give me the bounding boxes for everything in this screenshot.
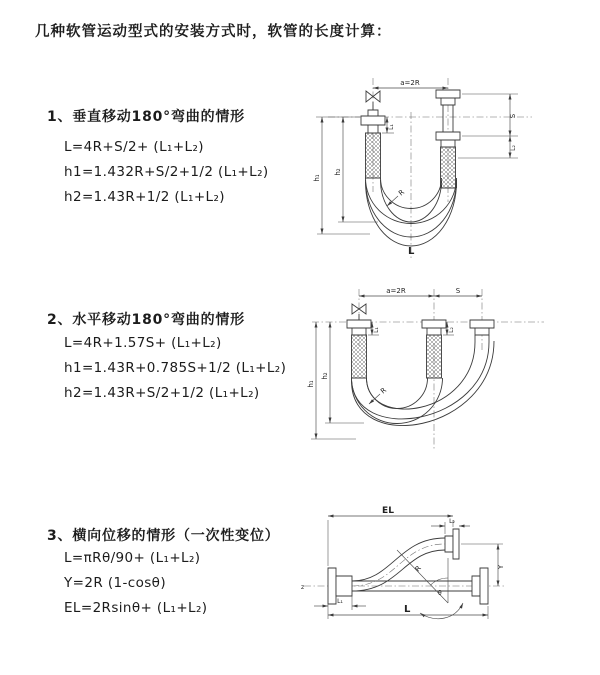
braided-hose-middle — [427, 335, 442, 378]
section2-formula-h1: h1=1.43R+0.785S+1/2 (L₁+L₂) — [64, 360, 287, 376]
section3-heading: 3、横向位移的情形（一次性变位） — [47, 528, 280, 544]
braided-hose-right — [441, 147, 456, 188]
section2-formula-h2: h2=1.43R+S/2+1/2 (L₁+L₂) — [64, 385, 260, 401]
dim-l1-label: L₁ — [373, 327, 380, 333]
dim-L-label: L — [404, 604, 411, 615]
dim-y-label: Y — [497, 564, 505, 570]
diagram-lateral-displacement — [300, 500, 572, 652]
dim-l2-label: L₂ — [449, 518, 455, 525]
dim-l2-label: L₂ — [510, 145, 517, 151]
braided-hose-left — [352, 335, 367, 378]
section3-formula-EL: EL=2Rsinθ+ (L₁+L₂) — [64, 600, 208, 616]
diagram-horizontal-180 — [306, 284, 554, 456]
section1-heading: 1、垂直移动180°弯曲的情形 — [47, 109, 245, 125]
section1-formula-h1: h1=1.432R+S/2+1/2 (L₁+L₂) — [64, 164, 269, 180]
dim-h2-label: h₂ — [334, 168, 342, 176]
dim-l1-label: L₁ — [388, 124, 395, 130]
dim-a2r-label: a=2R — [386, 287, 406, 295]
page-title: 几种软管运动型式的安装方式时，软管的长度计算： — [35, 24, 392, 40]
pipe-break-mark: z — [301, 584, 305, 591]
dim-a2r-label: a=2R — [400, 79, 420, 87]
dim-h1-label: h₁ — [313, 174, 321, 182]
dim-l2-label: L₂ — [448, 327, 455, 333]
dim-s-label: S — [509, 113, 517, 119]
section3-formula-L: L=πRθ/90+ (L₁+L₂) — [64, 550, 201, 566]
section1-formula-h2: h2=1.43R+1/2 (L₁+L₂) — [64, 189, 225, 205]
section1-formula-L: L=4R+S/2+ (L₁+L₂) — [64, 139, 204, 155]
diagram-vertical-180 — [312, 70, 552, 262]
braided-hose-left — [366, 133, 381, 178]
dim-L-label: L — [408, 246, 415, 257]
section2-formula-L: L=4R+1.57S+ (L₁+L₂) — [64, 335, 222, 351]
dim-h2-label: h₂ — [321, 372, 329, 380]
angle-theta-label: θ — [438, 590, 442, 597]
dim-el-label: EL — [382, 506, 394, 516]
radius-label: R — [397, 188, 407, 198]
radius-label: R — [379, 386, 389, 396]
section3-formula-Y: Y=2R (1-cosθ) — [64, 575, 166, 591]
dim-h1-label: h₁ — [307, 380, 315, 388]
radius-label: R — [413, 564, 423, 574]
dim-l1-label: L₁ — [337, 598, 343, 605]
section2-heading: 2、水平移动180°弯曲的情形 — [47, 312, 245, 328]
dim-s-label: S — [455, 287, 461, 295]
